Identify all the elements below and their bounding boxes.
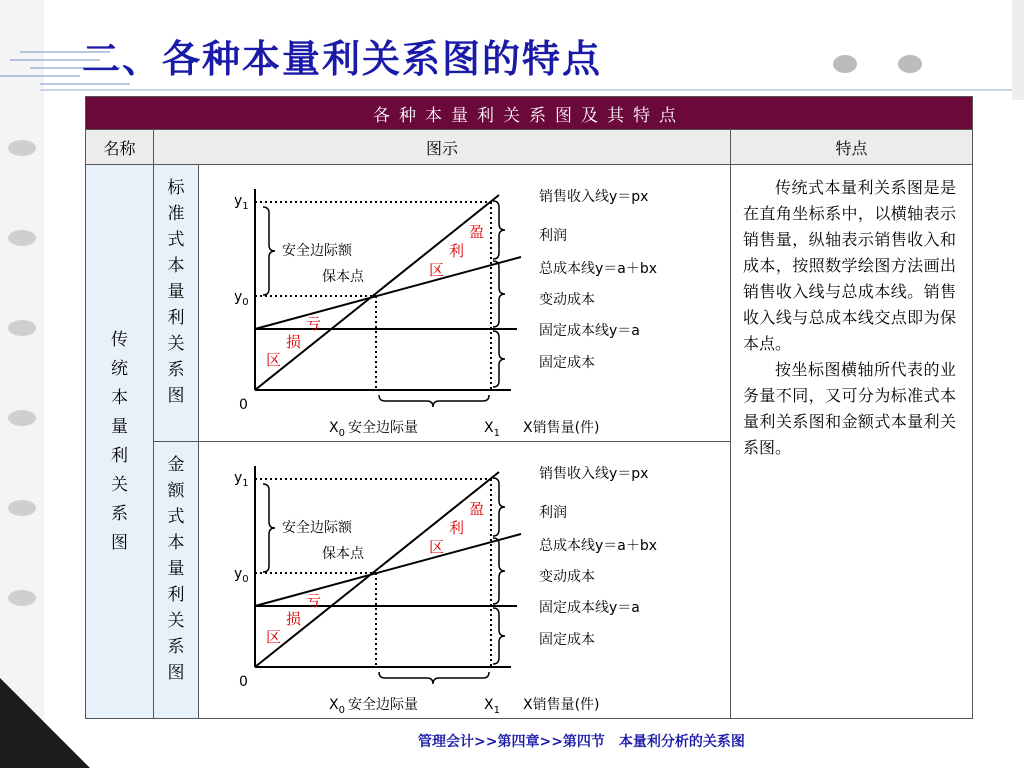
x-axis-label: X销售量(件)	[523, 697, 600, 713]
total-cost-line	[255, 534, 521, 606]
column-header-feature: 特点	[731, 130, 973, 165]
profit-zone-char: 利	[449, 519, 465, 537]
fixed-cost-label: 固定成本	[539, 632, 595, 648]
variable-cost-brace	[493, 538, 505, 604]
profit-zone-char: 盈	[469, 223, 485, 241]
diagram-standard	[199, 165, 731, 442]
label-char: 系	[167, 637, 185, 657]
label-char: 利	[167, 308, 185, 328]
y1-label: $y_1$	[234, 193, 249, 212]
table-header: 各种本量利关系图及其特点	[86, 97, 973, 130]
profit-zone-char: 区	[429, 538, 445, 556]
label-char: 本	[111, 387, 128, 408]
label-char: 准	[167, 204, 185, 224]
safety-amount-label: 安全边际额	[282, 520, 352, 536]
x-axis-label: X销售量(件)	[523, 420, 600, 436]
group-label-text	[86, 326, 153, 558]
label-char: 利	[111, 445, 128, 466]
safety-margin-brace	[263, 207, 275, 295]
label-char: 量	[167, 282, 185, 302]
origin-label: 0	[239, 397, 248, 413]
loss-zone-char: 区	[266, 351, 282, 369]
cvp-diagram-amount	[199, 444, 729, 716]
origin-label: 0	[239, 674, 248, 690]
profit-zone-char: 区	[429, 261, 445, 279]
label-char: 关	[111, 474, 128, 495]
row-label-standard-text	[154, 175, 198, 409]
row-label-amount-text	[154, 452, 198, 686]
page-title: 二、各种本量利关系图的特点	[82, 36, 603, 81]
column-header-name: 名称	[86, 130, 154, 165]
label-char: 传	[111, 329, 128, 350]
label-char: 图	[111, 532, 128, 553]
sales-line-label: 销售收入线y＝px	[539, 189, 649, 205]
sales-line	[255, 472, 499, 667]
label-char: 标	[167, 178, 185, 198]
row-label-standard	[154, 165, 199, 442]
fixed-cost-line-label: 固定成本线y＝a	[539, 600, 640, 616]
total-cost-line-label: 总成本线y＝a＋bx	[539, 261, 658, 277]
feature-description	[731, 165, 973, 719]
breakeven-label: 保本点	[322, 269, 364, 285]
x0-label: $X_0$	[329, 697, 345, 716]
loss-zone-char: 损	[286, 333, 302, 351]
total-cost-line	[255, 257, 521, 329]
label-char: 利	[167, 585, 185, 605]
x1-label: $X_1$	[484, 420, 500, 439]
fixed-cost-label: 固定成本	[539, 355, 595, 371]
profit-brace	[493, 201, 505, 259]
safety-margin-brace	[263, 484, 275, 572]
label-char: 系	[111, 503, 128, 524]
label-char: 本	[167, 533, 185, 553]
profit-label: 利润	[539, 228, 567, 244]
label-char: 量	[167, 559, 185, 579]
total-cost-line-label: 总成本线y＝a＋bx	[539, 538, 658, 554]
safety-quantity-brace	[379, 395, 489, 407]
loss-zone-char: 亏	[306, 315, 322, 333]
loss-zone-char: 亏	[306, 592, 322, 610]
label-char: 本	[167, 256, 185, 276]
variable-cost-label: 变动成本	[539, 569, 595, 585]
row-label-amount	[154, 442, 199, 719]
profit-zone-char: 盈	[469, 500, 485, 518]
sales-line	[255, 195, 499, 390]
profit-brace	[493, 478, 505, 536]
variable-cost-brace	[493, 261, 505, 327]
binder-decoration	[0, 0, 44, 768]
profit-zone-char: 利	[449, 242, 465, 260]
label-char: 关	[167, 334, 185, 354]
safety-quantity-label: 安全边际量	[348, 697, 418, 713]
x1-label: $X_1$	[484, 697, 500, 716]
fixed-cost-brace	[493, 331, 505, 387]
profit-label: 利润	[539, 505, 567, 521]
safety-quantity-brace	[379, 672, 489, 684]
features-table	[85, 96, 972, 719]
label-char: 系	[167, 360, 185, 380]
label-char: 额	[167, 481, 185, 501]
column-header-diagram: 图示	[154, 130, 731, 165]
description-paragraph-1: 传统式本量利关系图是是在直角坐标系中，以横轴表示销售量，纵轴表示销售收入和成本，按照数学绘图方法画出销售收入线与总成本线。销售收入线与总成本线交点即为保本点。	[743, 178, 956, 353]
breakeven-label: 保本点	[322, 546, 364, 562]
label-char: 式	[167, 507, 185, 527]
y0-label: $y_0$	[234, 566, 249, 585]
label-char: 金	[167, 455, 185, 475]
cvp-diagram-standard	[199, 167, 729, 439]
loss-zone-char: 区	[266, 628, 282, 646]
variable-cost-label: 变动成本	[539, 292, 595, 308]
label-char: 式	[167, 230, 185, 250]
x0-label: $X_0$	[329, 420, 345, 439]
footer-breadcrumb: 管理会计>>第四章>>第四节 本量利分析的关系图	[418, 734, 745, 750]
fixed-cost-brace	[493, 608, 505, 664]
label-char: 关	[167, 611, 185, 631]
label-char: 图	[167, 386, 185, 406]
safety-amount-label: 安全边际额	[282, 243, 352, 259]
y1-label: $y_1$	[234, 470, 249, 489]
corner-decoration	[0, 658, 90, 768]
label-char: 量	[111, 416, 128, 437]
group-label	[86, 165, 154, 719]
safety-quantity-label: 安全边际量	[348, 420, 418, 436]
sales-line-label: 销售收入线y＝px	[539, 466, 649, 482]
label-char: 图	[167, 663, 185, 683]
loss-zone-char: 损	[286, 610, 302, 628]
diagram-amount	[199, 442, 731, 719]
y0-label: $y_0$	[234, 289, 249, 308]
fixed-cost-line-label: 固定成本线y＝a	[539, 323, 640, 339]
description-paragraph-2: 按坐标图横轴所代表的业务量不同，又可分为标准式本量利关系图和金额式本量利关系图。	[743, 360, 956, 457]
label-char: 统	[111, 358, 128, 379]
